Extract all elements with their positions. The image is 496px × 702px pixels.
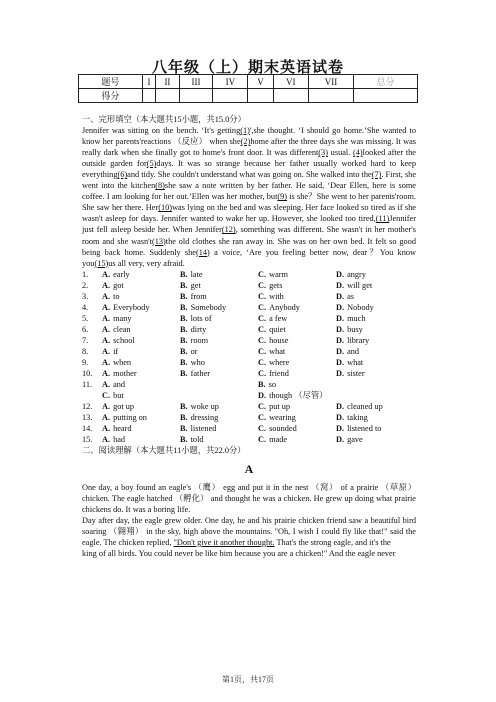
page-footer: 第1页，共17页 bbox=[222, 675, 274, 684]
option-row: 13. A. putting on B. dressing C. wearing D. taking bbox=[82, 412, 416, 423]
blank-marker: (10) bbox=[158, 203, 173, 213]
option-d: D. angry bbox=[336, 269, 366, 279]
option-a: A. had bbox=[102, 435, 126, 445]
option-a: A. mother bbox=[102, 369, 137, 379]
option-b: B. get bbox=[180, 280, 201, 290]
option-c: C. gets bbox=[258, 280, 283, 290]
reading-paragraph: One day, a boy found an eagle's （鹰） egg and put it in the nest （窝） of a prairie （草原） chicken. The eagle hatched （孵化） and thought he was a chicken. He grew up doing what prairie chickens do. It was a boring life. bbox=[82, 482, 416, 514]
passage-text: she saw a note written by her father. He said, ‘Dear Ellen, here is some coffee. I am looking for her out.’Ellen was her mother, but bbox=[82, 181, 416, 202]
option-row: C. but D. though （尽管） bbox=[102, 391, 328, 401]
option-d: D. taking bbox=[336, 413, 368, 423]
cloze-options bbox=[82, 269, 416, 379]
score-header-cell: 题号 bbox=[79, 75, 143, 89]
score-cell bbox=[142, 89, 155, 103]
score-header-cell: IV bbox=[213, 75, 248, 89]
option-c: C. sounded bbox=[258, 424, 297, 434]
reading-paragraph: Day after day, the eagle grew older. One day, he and his prairie chicken friend saw a beautiful bird soaring （翱翔） in the sky, high above the mountains. "Oh, I wish I could fly like that!" said the eagle. The chicken replied, "Don't give it another thought. That's the strong eagle, and it's the bbox=[82, 515, 416, 547]
passage-text: is she？She went to her parents'room. She saw her there. Her bbox=[82, 192, 416, 213]
exam-title: 八年级（上）期末英语试卷 bbox=[151, 60, 344, 76]
passage-text: Jennifer just fell asleep beside her. When Jennifer bbox=[82, 214, 416, 235]
passage-text: and tidy. She couldn't understand what was going on. She walked into the bbox=[127, 170, 372, 180]
option-a: A. school bbox=[102, 335, 135, 345]
blank-marker: (13) bbox=[151, 236, 166, 246]
reading-part-label: A bbox=[244, 462, 254, 477]
option-c: C. with bbox=[258, 291, 284, 301]
option-row: 2. A. got B. get C. gets D. will get bbox=[82, 280, 416, 291]
option-b: B. lots of bbox=[180, 313, 212, 323]
option-row: 6. A. clean B. dirty C. quiet D. busy bbox=[82, 324, 416, 335]
score-header-cell: VI bbox=[273, 75, 308, 89]
option-c: C. friend bbox=[258, 369, 289, 379]
score-header-cell: VII bbox=[308, 75, 353, 89]
section-heading: 二、阅读理解（本大题共11小题，共22.0分） bbox=[82, 446, 246, 456]
score-cell bbox=[354, 89, 418, 103]
option-d: D. sister bbox=[336, 369, 365, 379]
option-row: 10. A. mother B. father C. friend D. sister bbox=[82, 368, 416, 379]
option-a: A. early bbox=[102, 269, 130, 279]
option-b: B. told bbox=[180, 435, 204, 445]
score-header-cell: II bbox=[156, 75, 179, 89]
option-row: 14. A. heard B. listened C. sounded D. listened to bbox=[82, 423, 416, 434]
passage-text: Jennifer was sitting on the bench. ‘It's getting bbox=[82, 126, 241, 136]
score-table bbox=[78, 74, 418, 103]
score-cell bbox=[248, 89, 273, 103]
passage-text: looked after the outside garden for bbox=[82, 148, 416, 169]
option-c: C. put up bbox=[258, 402, 291, 412]
passage-text: ',she thought. ‘I should go home.’She wanted to know her parents'reactions （反应） when she bbox=[82, 126, 416, 147]
option-d: D. listened to bbox=[336, 424, 382, 434]
option-c: C. a few bbox=[258, 313, 288, 323]
option-b: B. room bbox=[180, 335, 209, 345]
option-row: 8. A. if B. or C. what D. and bbox=[82, 346, 416, 357]
score-row-label: 得分 bbox=[79, 89, 143, 103]
option-b: B. who bbox=[180, 358, 205, 368]
option-d: D. what bbox=[336, 358, 364, 368]
passage-text: a voice, ‘Are you feeling better now, dear？You know you bbox=[82, 247, 416, 268]
score-header-cell: I bbox=[142, 75, 155, 89]
passage-text: was lying on the bed and was sleeping. Her face looked so tired as if she wasn't asleep for days. Jennifer wanted to wake her up. However, she looked too tired, bbox=[82, 203, 416, 224]
option-c: C. where bbox=[258, 358, 290, 368]
option-d: D. busy bbox=[336, 324, 363, 334]
option-c: C. wearing bbox=[258, 413, 296, 423]
option-c: C. what bbox=[258, 346, 286, 356]
blank-marker: (9) bbox=[277, 192, 288, 202]
option-a: A. if bbox=[102, 346, 119, 356]
blank-marker: (7) bbox=[371, 170, 382, 180]
option-b: B. father bbox=[180, 369, 210, 379]
option-b: B. late bbox=[180, 269, 203, 279]
option-a: A. Everybody bbox=[102, 302, 150, 312]
blank-marker: (12) bbox=[221, 225, 236, 235]
option-b: B. woke up bbox=[180, 402, 219, 412]
option-a: A. to bbox=[102, 291, 120, 301]
option-d: D. cleaned up bbox=[336, 402, 383, 412]
section-heading: 一、完形填空（本大题共15小题，共15.0分） bbox=[82, 115, 246, 124]
option-a: A. heard bbox=[102, 424, 132, 434]
option-d: D. as bbox=[336, 291, 354, 301]
blank-marker: (4) bbox=[352, 148, 363, 158]
blank-marker: (5) bbox=[146, 159, 157, 169]
option-a: A. many bbox=[102, 313, 132, 323]
option-b: B. from bbox=[180, 291, 207, 301]
option-a: A. clean bbox=[102, 324, 131, 334]
passage-text: us all very, very afraid. bbox=[108, 258, 185, 268]
option-a: A. got bbox=[102, 280, 124, 290]
option-d: D. will get bbox=[336, 280, 373, 290]
blank-marker: (8) bbox=[155, 181, 165, 191]
blank-marker: (2) bbox=[240, 137, 251, 147]
score-table-score-row bbox=[79, 89, 418, 103]
option-row: 1. A. early B. late C. warm D. angry bbox=[82, 269, 416, 280]
score-table-header-row bbox=[79, 75, 418, 89]
option-b: B. or bbox=[180, 346, 198, 356]
option-d: D. library bbox=[336, 335, 370, 345]
score-header-cell: III bbox=[179, 75, 213, 89]
passage-text: days. It was so strange because her father usually worked hard to keep everything bbox=[82, 159, 416, 180]
option-b: B. dressing bbox=[180, 413, 219, 423]
option-c: C. warm bbox=[258, 269, 288, 279]
cloze-options-rest bbox=[82, 401, 416, 445]
option-row: 9. A. when B. who C. where D. what bbox=[82, 357, 416, 368]
option-d: D. and bbox=[336, 346, 360, 356]
option-d: D. much bbox=[336, 313, 366, 323]
score-cell bbox=[156, 89, 179, 103]
score-cell bbox=[179, 89, 213, 103]
blank-marker: (6) bbox=[117, 170, 128, 180]
option-a: A. when bbox=[102, 358, 132, 368]
exam-content bbox=[82, 114, 416, 559]
option-b: B. dirty bbox=[180, 324, 207, 334]
score-cell bbox=[213, 89, 248, 103]
reading-paragraph: king of all birds. You could never be like him because you are a chicken!" And the eagle never bbox=[82, 548, 396, 558]
passage-text: . First, she went into the kitchen bbox=[82, 170, 417, 191]
option-d: D. gave bbox=[336, 435, 363, 445]
option-row: 4. A. Everybody B. Somebody C. Anybody D. Nobody bbox=[82, 302, 416, 313]
option-row: 5. A. many B. lots of C. a few D. much bbox=[82, 313, 416, 324]
option-c: C. Anybody bbox=[258, 302, 300, 312]
passage-text: home after the three days she was missing. It was really dark when she finally got to home's front door. It was different bbox=[82, 137, 416, 158]
passage-text: , something was different. She wasn't in her mother's room and she wasn't bbox=[82, 225, 416, 246]
option-b: B. Somebody bbox=[180, 302, 227, 312]
option-row: 3. A. to B. from C. with D. as bbox=[82, 291, 416, 302]
option-b: B. listened bbox=[180, 424, 217, 434]
score-cell bbox=[273, 89, 308, 103]
blank-marker: (15) bbox=[94, 258, 109, 268]
option-row: 12. A. got up B. woke up C. put up D. cleaned up bbox=[82, 401, 416, 412]
passage-text: usual. bbox=[327, 148, 353, 158]
score-cell bbox=[308, 89, 353, 103]
option-a: A. putting on bbox=[102, 413, 147, 423]
score-header-cell: V bbox=[248, 75, 273, 89]
option-a: A. got up bbox=[102, 402, 135, 412]
option-row: 7. A. school B. room C. house D. library bbox=[82, 335, 416, 346]
cloze-passage bbox=[82, 125, 416, 269]
option-row: 11. A. and B. so bbox=[82, 380, 276, 390]
blank-marker: (1) bbox=[240, 126, 250, 136]
blank-marker: (14) bbox=[196, 247, 210, 257]
option-c: C. house bbox=[258, 335, 289, 345]
option-row: 15. A. had B. told C. made D. gave bbox=[82, 434, 416, 445]
option-d: D. Nobody bbox=[336, 302, 374, 312]
option-c: C. made bbox=[258, 435, 288, 445]
blank-marker: (11) bbox=[375, 214, 390, 224]
passage-text: the old clothes she ran away in. She was on her own bed. It felt so good being back home. Suddenly she bbox=[82, 236, 416, 257]
option-c: C. quiet bbox=[258, 324, 286, 334]
blank-marker: (3) bbox=[318, 148, 328, 158]
score-header-cell: 总分 bbox=[354, 75, 418, 89]
